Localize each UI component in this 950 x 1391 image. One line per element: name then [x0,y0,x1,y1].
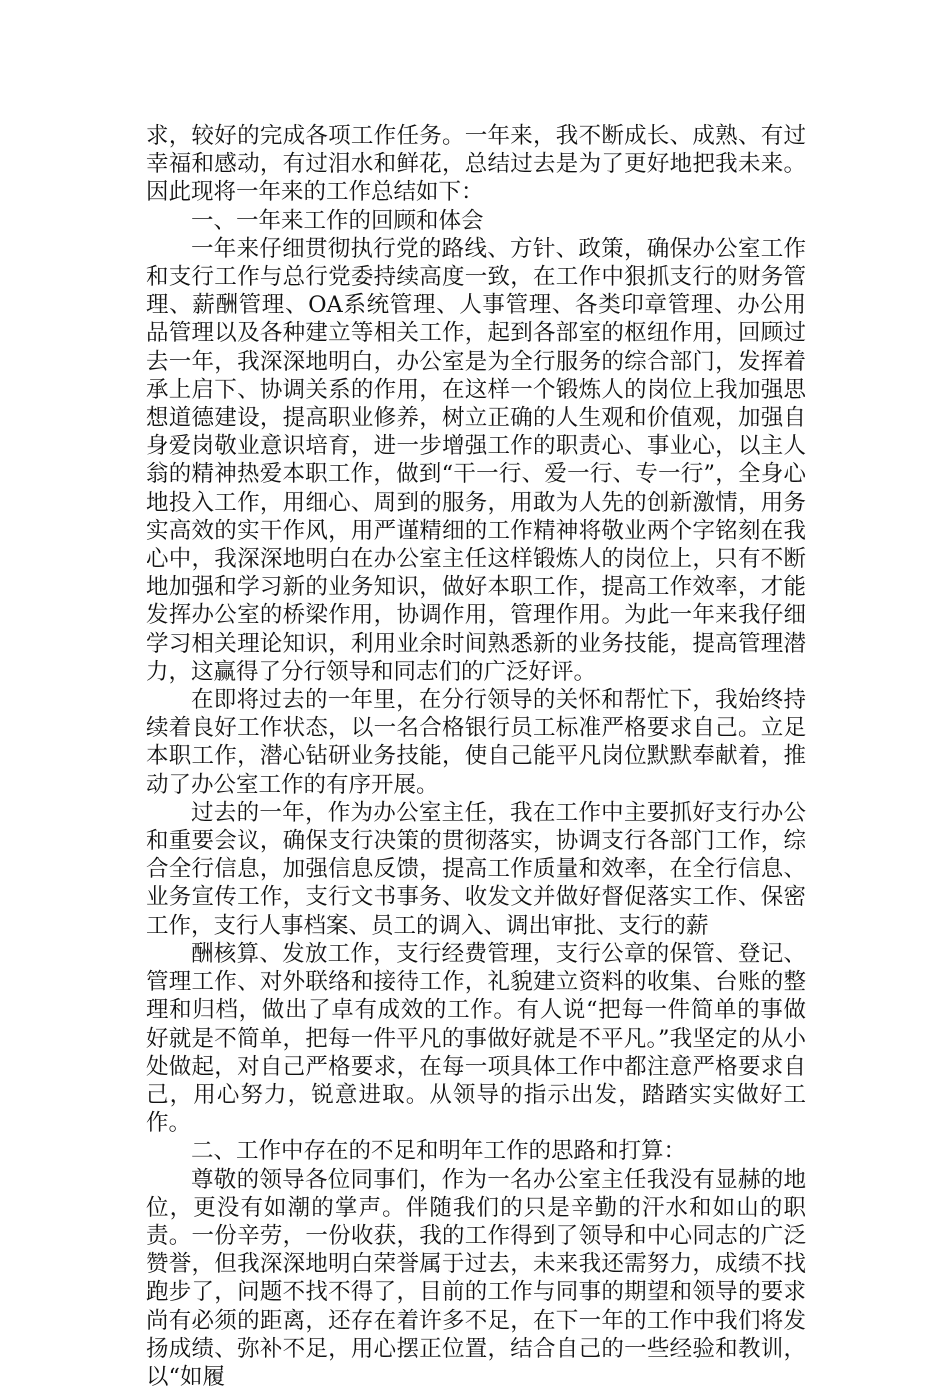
document-page [146,122,806,1391]
section-heading-shortcomings: 二、工作中存在的不足和明年工作的思路和打算： [191,1138,687,1165]
paragraph-shortcomings: 尊敬的领导各位同事们，作为一名办公室主任我没有显赫的地位，更没有如潮的掌声。伴随我们的只是辛勤的汗水和如山的职责。一份辛劳，一份收获，我的工作得到了领导和中心同志的广泛赞誉，但我深深地明白荣誉属于过去，未来我还需努力，成绩不找跑步了，问题不找不得了，目前的工作与同事的期望和领导的要求尚有必须的距离，还存在着许多不足，在下一年的工作中我们将发扬成绩、弥补不足，用心摆正位置，结合自己的一些经验和教训，以“如履 [146,1166,806,1390]
paragraph-review: 一年来仔细贯彻执行党的路线、方针、政策，确保办公室工作和支行工作与总行党委持续高度一致，在工作中狠抓支行的财务管理、薪酬管理、OA系统管理、人事管理、各类印章管理、办公用品管理以及各种建立等相关工作，起到各部室的枢纽作用，回顾过去一年，我深深地明白，办公室是为全行服务的综合部门，发挥着承上启下、协调关系的作用，在这样一个锻炼人的岗位上我加强思想道德建设，提高职业修养，树立正确的人生观和价值观，加强自身爱岗敬业意识培育，进一步增强工作的职责心、事业心，以主人翁的精神热爱本职工作，做到“干一行、爱一行、专一行”，全身心地投入工作，用细心、周到的服务，用敢为人先的创新激情，用务实高效的实干作风，用严谨精细的工作精神将敬业两个字铭刻在我心中，我深深地明白在办公室主任这样锻炼人的岗位上，只有不断地加强和学习新的业务知识，做好本职工作，提高工作效率，才能发挥办公室的桥梁作用，协调作用，管理作用。为此一年来我仔细学习相关理论知识，利用业余时间熟悉新的业务技能，提高管理潜力，这赢得了分行领导和同志们的广泛好评。 [146,235,806,685]
paragraph-duties: 过去的一年，作为办公室主任，我在工作中主要抓好支行办公和重要会议，确保支行决策的贯彻落实，协调支行各部门工作，综合全行信息，加强信息反馈，提高工作质量和效率，在全行信息、业务宣传工作，支行文书事务、收发文并做好督促落实工作、保密工作，支行人事档案、员工的调入、调出审批、支行的薪 [146,799,806,939]
paragraph-intro: 求，较好的完成各项工作任务。一年来，我不断成长、成熟、有过幸福和感动，有过泪水和鲜花，总结过去是为了更好地把我未来。因此现将一年来的工作总结如下： [146,123,806,206]
section-heading-review: 一、一年来工作的回顾和体会 [191,207,484,234]
paragraph-duties-continued: 酬核算、发放工作，支行经费管理，支行公章的保管、登记、管理工作、对外联络和接待工作，礼貌建立资料的收集、台账的整理和归档，做出了卓有成效的工作。有人说“把每一件简单的事做好就是不简单，把每一件平凡的事做好就是不平凡。”我坚定的从小处做起，对自己严格要求，在每一项具体工作中都注意严格要求自己，用心努力，锐意进取。从领导的指示出发，踏踏实实做好工作。 [146,940,806,1137]
paragraph-work-state: 在即将过去的一年里，在分行领导的关怀和帮忙下，我始终持续着良好工作状态，以一名合格银行员工标准严格要求自己。立足本职工作，潜心钻研业务技能，使自己能平凡岗位默默奉献着，推动了办公室工作的有序开展。 [146,687,806,798]
